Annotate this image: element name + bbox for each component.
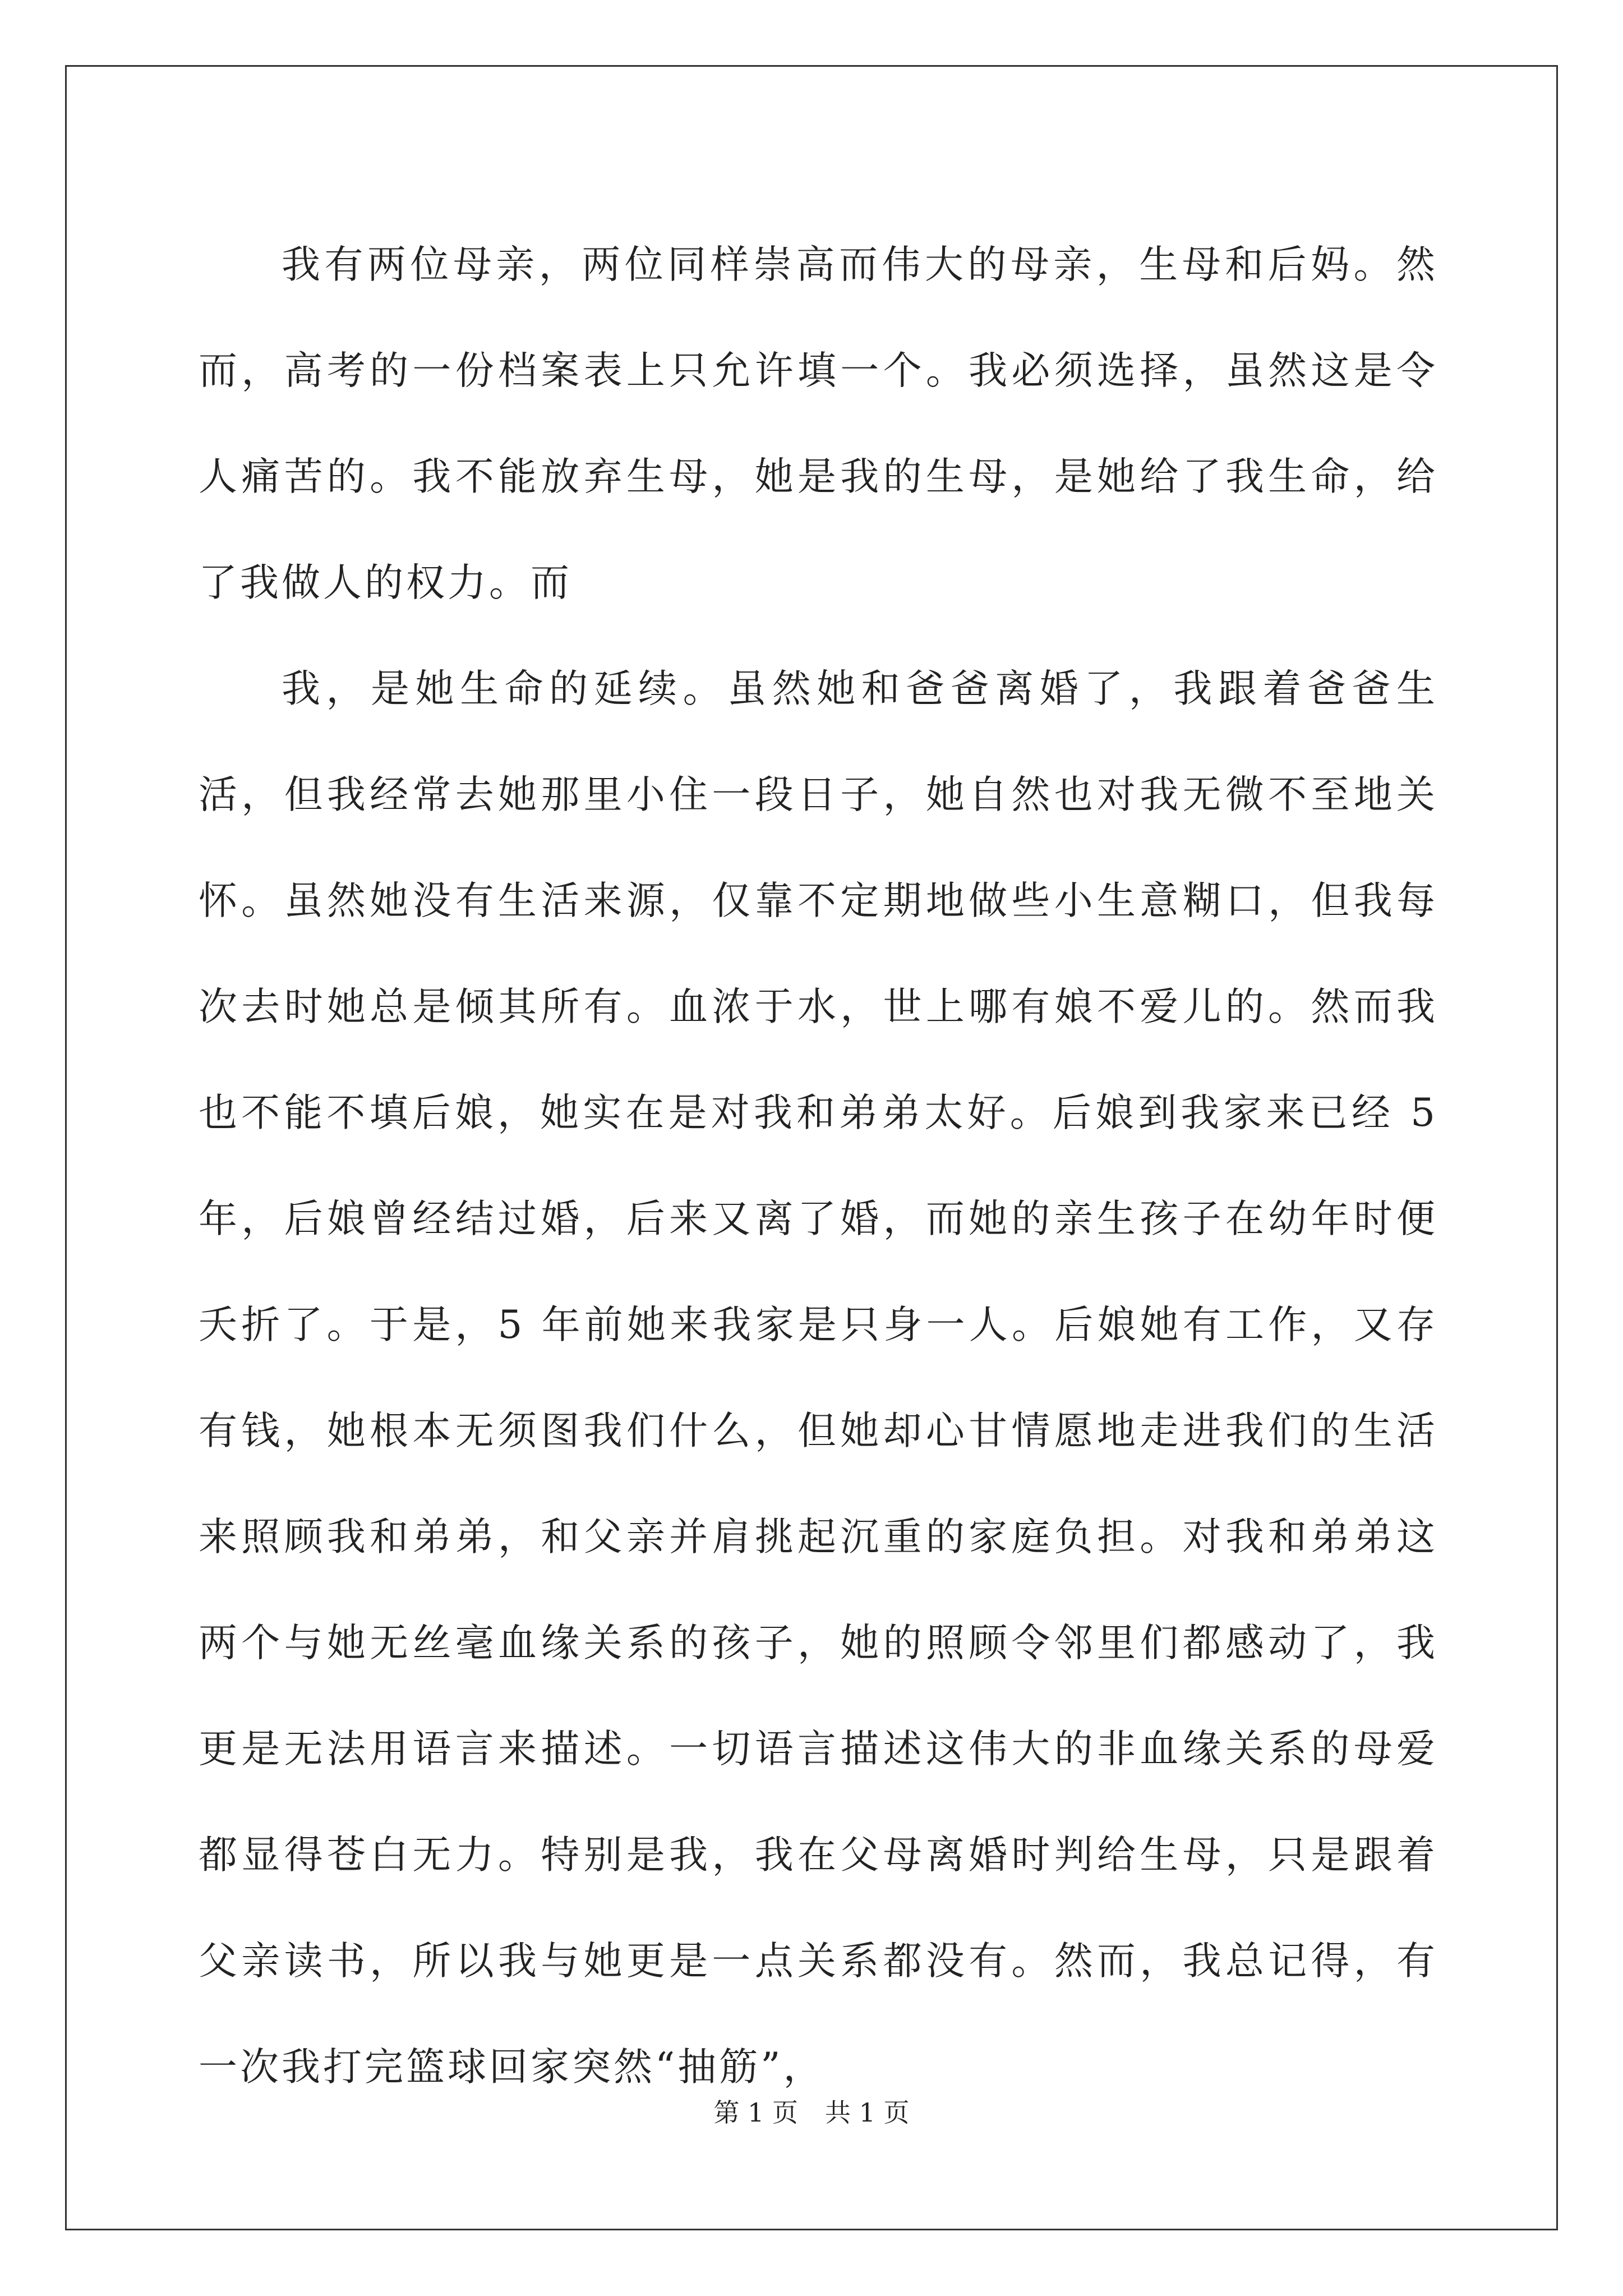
page-number: 第 1 页 (713, 2097, 798, 2128)
document-body (199, 212, 1438, 2120)
paragraph-2: 我，是她生命的延续。虽然她和爸爸离婚了，我跟着爸爸生活，但我经常去她那里小住一段日子，她自然也对我无微不至地关怀。虽然她没有生活来源，仅靠不定期地做些小生意糊口，但我每次去时她总是倾其所有。血浓于水，世上哪有娘不爱儿的。然而我也不能不填后娘，她实在是对我和弟弟太好。后娘到我家来已经 5 年，后娘曾经结过婚，后来又离了婚，而她的亲生孩子在幼年时便夭折了。于是，5 年前她来我家是只身一人。后娘她有工作，又存有钱，她根本无须图我们什么，但她却心甘情愿地走进我们的生活来照顾我和弟弟，和父亲并肩挑起沉重的家庭负担。对我和弟弟这两个与她无丝毫血缘关系的孩子，她的照顾令邻里们都感动了，我更是无法用语言来描述。一切语言描述这伟大的非血缘关系的母爱都显得苍白无力。特别是我，我在父母离婚时判给生母，只是跟着父亲读书，所以我与她更是一点关系都没有。然而，我总记得，有一次我打完篮球回家突然“抽筋”， (199, 666, 1438, 2090)
page-footer (0, 2092, 1623, 2129)
page-total: 共 1 页 (825, 2097, 910, 2128)
paragraph-1: 我有两位母亲，两位同样崇高而伟大的母亲，生母和后妈。然而，高考的一份档案表上只允许填一个。我必须选择，虽然这是令人痛苦的。我不能放弃生母，她是我的生母，是她给了我生命，给了我做人的权力。而 (199, 242, 1438, 605)
